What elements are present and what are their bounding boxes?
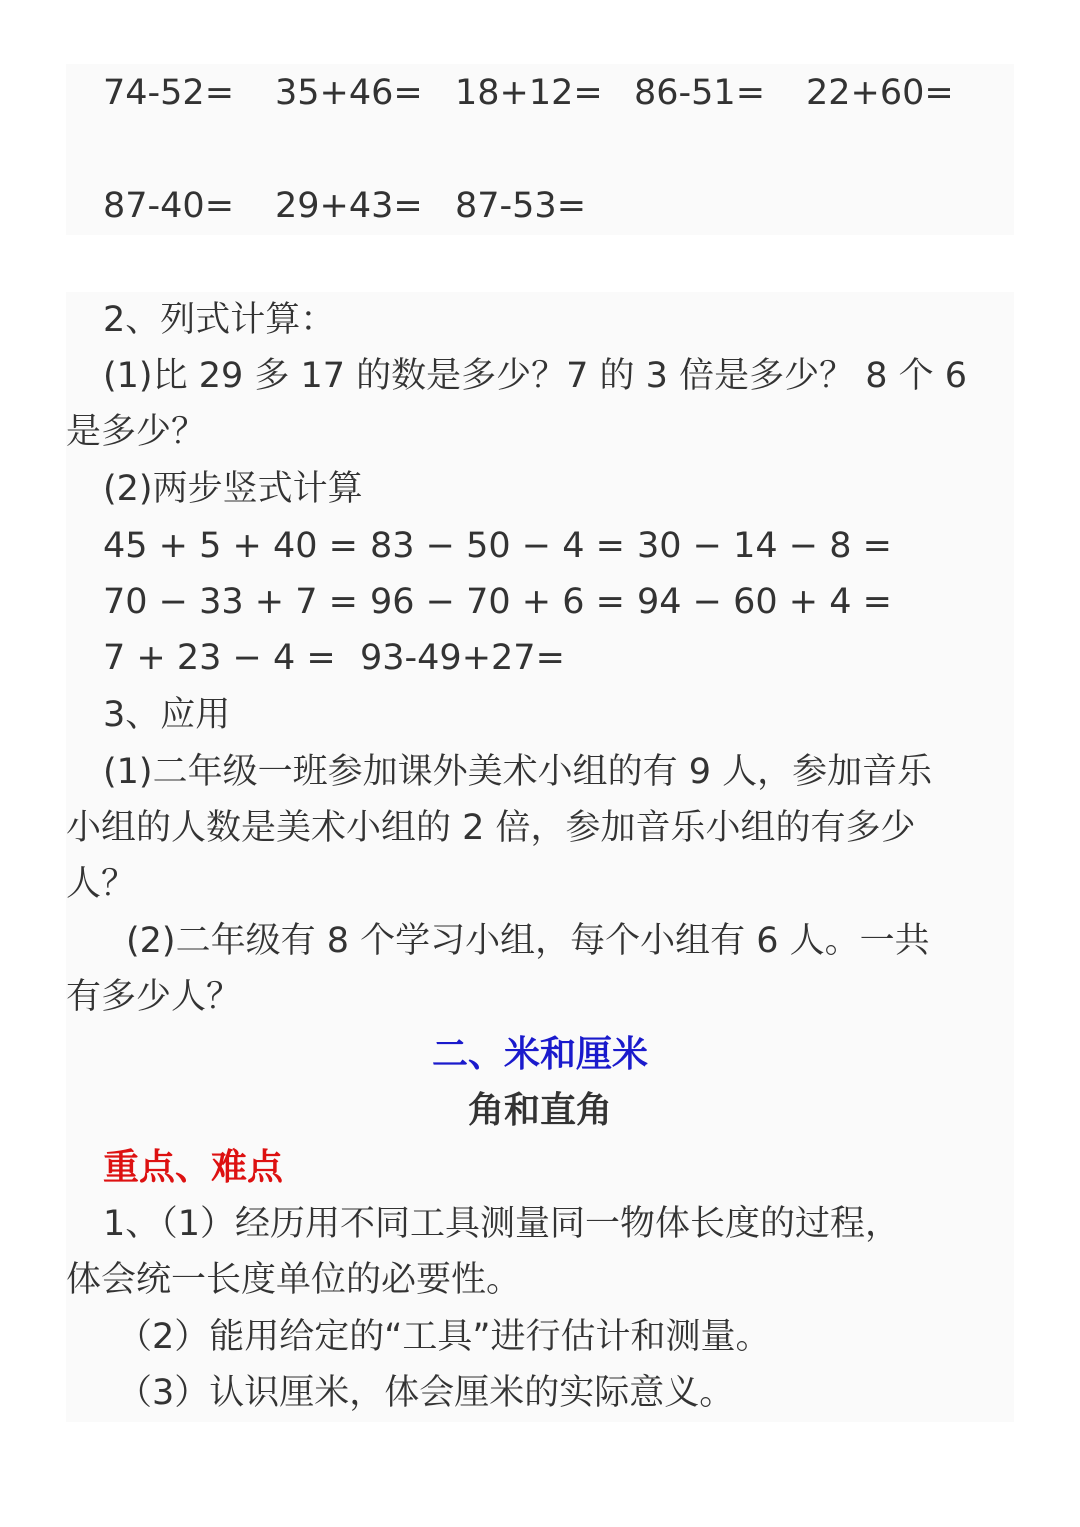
question-text: (1)比 29 多 17 的数是多少？7 的 3 倍是多少？ 8 个 6 [103, 356, 967, 396]
equation: 30 − 14 − 8 = [637, 526, 892, 566]
equation: 94 − 60 + 4 = [637, 582, 892, 622]
objective-text: （2）能用给定的“工具”进行估计和测量。 [117, 1317, 771, 1357]
equation: 29+43= [275, 186, 423, 226]
question-text: (2)两步竖式计算 [103, 469, 363, 509]
objective-text: 体会统一长度单位的必要性。 [66, 1260, 522, 1300]
objective-text: 1、（1）经历用不同工具测量同一物体长度的过程， [103, 1204, 901, 1244]
problem-text: 有多少人？ [66, 977, 242, 1017]
equation: 70 − 33 + 7 = [103, 582, 358, 622]
section-heading: 3、应用 [103, 695, 231, 735]
equation: 87-53= [455, 186, 587, 226]
chapter-subtitle: 角和直角 [467, 1090, 612, 1131]
equation: 45 + 5 + 40 = [103, 526, 358, 566]
equation: 87-40= [103, 186, 235, 226]
equation: 74-52= [103, 73, 235, 113]
content-panel [66, 292, 1014, 1422]
section-heading: 2、列式计算： [103, 300, 336, 340]
equation: 96 − 70 + 6 = [370, 582, 625, 622]
problem-text: (2)二年级有 8 个学习小组，每个小组有 6 人。一共 [126, 921, 930, 961]
equation: 83 − 50 − 4 = [370, 526, 625, 566]
problem-text: 人？ [66, 864, 137, 904]
equation: 35+46= [275, 73, 423, 113]
equation: 93-49+27= [360, 638, 565, 678]
objective-text: （3）认识厘米，体会厘米的实际意义。 [117, 1373, 735, 1413]
equation: 86-51= [634, 73, 766, 113]
chapter-title: 二、米和厘米 [431, 1034, 648, 1075]
equation: 7 + 23 − 4 = [103, 638, 336, 678]
equation: 18+12= [455, 73, 603, 113]
problem-text: (1)二年级一班参加课外美术小组的有 9 人，参加音乐 [103, 752, 933, 792]
equation: 22+60= [806, 73, 954, 113]
question-text: 是多少？ [66, 412, 207, 452]
problem-text: 小组的人数是美术小组的 2 倍，参加音乐小组的有多少 [66, 808, 916, 848]
key-points-heading: 重点、难点 [103, 1147, 284, 1188]
